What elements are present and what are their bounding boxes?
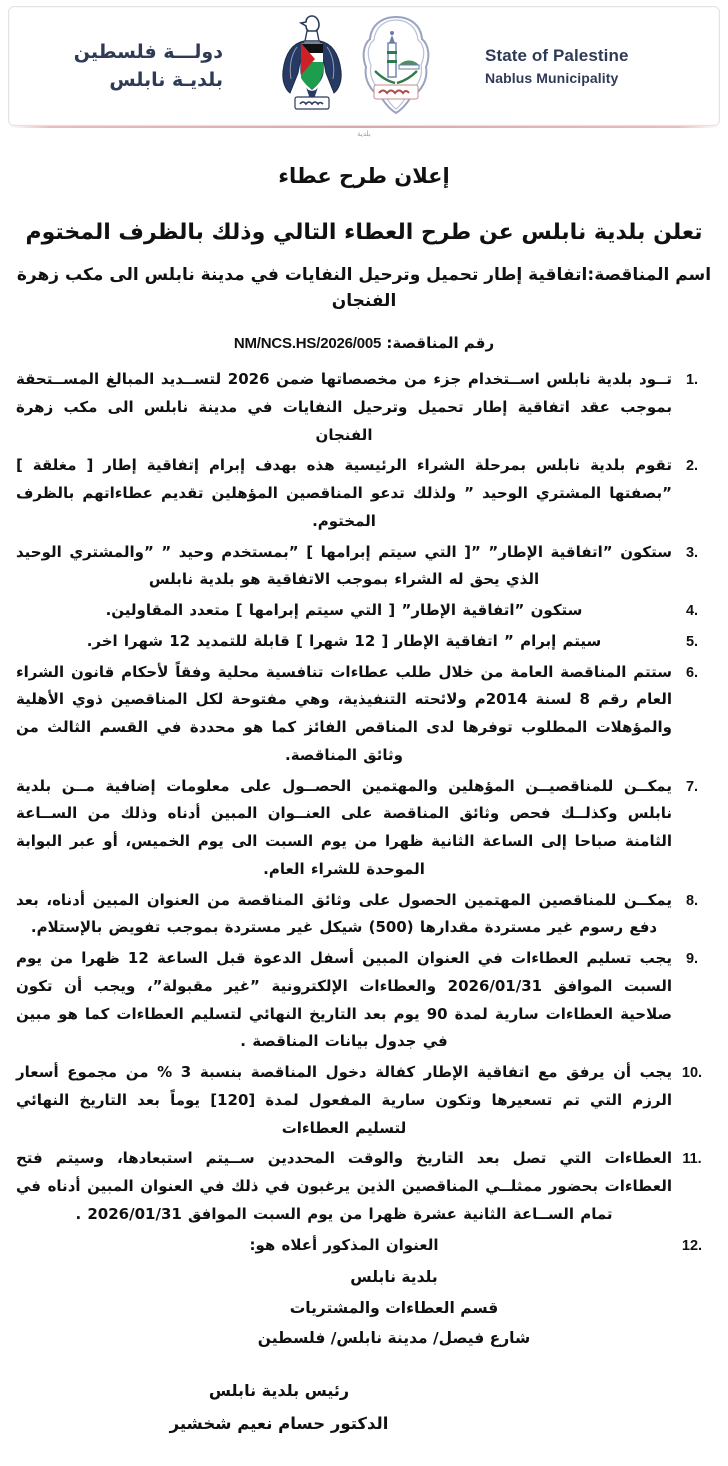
clause-item (16, 452, 712, 535)
clause-text: تقوم بلدية نابلس بمرحلة الشراء الرئيسية هذه بهدف إبرام إتفاقية إطار [ مغلقة ] ”بصفتها المشتري الوحيد ” ولذلك تدعو المناقصين المؤهلين تقديم عطاءاتهم بالظرف المختوم. (16, 456, 672, 530)
letterhead-english-text (485, 44, 705, 89)
clause-number: 7. (685, 778, 699, 795)
letterhead-en-line2: Nablus Municipality (485, 70, 619, 87)
clause-text: ستتم المناقصة العامة من خلال طلب عطاءات تنافسية محلية وفقاً لأحكام قانون الشراء العام رقم 8 لسنة 2014م ولائحته التنفيذية، وهي مفتوحة لكل المناقصين ذوي الأهلية والمؤهلات المطلوب توفرها لدى المناقص الفائز كما هو محددة في القسم الثالث من وثائق المناقصة. (16, 662, 673, 764)
clause-text: العنوان المذكور أعلاه هو: (249, 1235, 439, 1254)
letterhead-en-line1: State of Palestine (485, 45, 629, 65)
letterhead-caption: بلدية (357, 130, 371, 138)
clause-text: يمكــن للمناقصيــن المؤهلين والمهتمين الحصــول على معلومات إضافية مــن بلدية نابلس وكذلــك فحص وثائق المناقصة على العنــوان المبين أدناه وذلك من الســاعة الثامنة صباحا إلى الساعة الثانية ظهرا من يوم السبت الى يوم الخميس، أو عبر البوابة الموحدة للشراء العام. (16, 776, 672, 878)
clause-number: 4. (685, 603, 699, 619)
clause-number: 6. (685, 664, 699, 681)
clause-text: سيتم إبرام ” اتفاقية الإطار [ 12 شهرا ] قابلة للتمديد 12 شهرا اخر. (86, 631, 602, 650)
clause-list (16, 366, 712, 1259)
clause-text: يجب أن يرفق مع اتفاقية الإطار كفالة دخول المناقصة بنسبة 3 % من مجموع أسعار الرزم التي تم تسعيرها وتكون سارية المفعول لمدة [120] يوماً بعد التاريخ النهائي لتسليم العطاءات (16, 1063, 672, 1137)
address-line-organization: بلدية نابلس (350, 1268, 438, 1287)
tender-number-label: رقم المناقصة: (386, 334, 495, 352)
clause-number: 10. (681, 1065, 703, 1082)
clause-number: 3. (685, 544, 699, 561)
clause-item (16, 366, 712, 449)
clause-number: 12. (681, 1237, 703, 1254)
clause-number: 1. (685, 372, 699, 388)
tender-name-label: اسم المناقصة: (587, 265, 712, 285)
clause-text: ستكون ”اتفاقية الإطار” ”[ التي سيتم إبرامها ] ”بمستخدم وحيد ” ”والمشتري الوحيد الذي يحق له الشراء بموجب الاتفاقية هو بلدية نابلس (16, 542, 672, 589)
clause-number: 8. (685, 892, 699, 909)
letterhead-arabic-text (23, 38, 223, 95)
signature-title: رئيس بلدية نابلس (208, 1381, 350, 1401)
clause-number: 9. (685, 951, 699, 968)
announcement-intro: تعلن بلدية نابلس عن طرح العطاء التالي وذلك بالظرف المختوم (25, 220, 703, 245)
clause-item (16, 945, 712, 1056)
clause-text: العطاءات التي تصل بعد التاريخ والوقت المحددين ســيتم استبعادها، وسيتم فتح العطاءات بحضور ممثلــي المناقصين الذين يرغبون في ذلك في العنوان المبين أدناه في تمام الســاعة الثانية عشرة ظهرا من يوم السبت الموافق 2026/01/31 . (16, 1149, 672, 1223)
tender-name-line (16, 263, 712, 314)
clause-item (16, 773, 712, 884)
clause-text: يمكــن للمناقصين المهتمين الحصول على وثائق المناقصة من العنوان المبين أدناه، بعد دفع رسوم غير مستردة مقدارها (500) شيكل غير مستردة بموجب تفويض بالإستلام. (16, 890, 672, 937)
page-title: إعلان طرح عطاء (278, 164, 450, 188)
clause-item (16, 1145, 712, 1228)
tender-number-line (16, 334, 712, 352)
letterhead-ar-line1: دولـــة فلسطين (73, 40, 223, 63)
clause-number: 5. (685, 633, 699, 650)
clause-item (16, 887, 712, 943)
letterhead-divider (8, 126, 720, 128)
emblems-group (223, 9, 485, 123)
signature-block (16, 1375, 712, 1440)
clause-text: يجب تسليم العطاءات في العنوان المبين أسفل الدعوة قبل الساعة 12 ظهرا من يوم السبت الموافق 2026/01/31 والعطاءات الإلكترونية ”غير مقبولة”، ويجب أن تكون صلاحية العطاءات سارية لمدة 90 يوم بعد التاريخ النهائي لتسليم العطاءات كما هو مبين في جدول بيانات المناقصة . (16, 949, 673, 1051)
document-body (0, 164, 728, 1466)
palestine-coat-of-arms-eagle-icon (273, 13, 351, 121)
clause-text: تــود بلدية نابلس اســتخدام جزء من مخصصاتها ضمن 2026 لتســديد المبالغ المســتحقة بموجب عقد اتفاقية إطار تحميل وترحيل النفايات في مدينة نابلس الى مكب زهرة الفنجان (16, 370, 672, 444)
clause-item (16, 659, 712, 770)
clause-item (16, 597, 712, 625)
address-block (16, 1262, 712, 1353)
address-line-department: قسم العطاءات والمشتريات (289, 1298, 499, 1317)
clause-item (16, 539, 712, 595)
clause-item (16, 628, 712, 656)
clause-text: ستكون ”اتفاقية الإطار” [ التي سيتم إبرامها ] متعدد المقاولين. (105, 601, 583, 619)
letterhead-ar-line2: بلديـة نابلس (109, 69, 223, 91)
clause-item (16, 1059, 712, 1142)
tender-number-value: NM/NCS.HS/2026/005 (233, 335, 382, 352)
clause-number: 2. (685, 458, 699, 475)
clause-number: 11. (682, 1151, 702, 1168)
tender-name-value: اتفاقية إطار تحميل وترحيل النفايات في مدينة نابلس الى مكب زهرة الفنجان (16, 265, 588, 311)
address-line-street: شارع فيصل/ مدينة نابلس/ فلسطين (257, 1328, 531, 1347)
clause-item (16, 1232, 712, 1260)
signature-name: الدكتور حسام نعيم شخشير (169, 1414, 389, 1434)
bottom-spacer (16, 1440, 712, 1466)
nablus-municipality-crest-icon (357, 13, 435, 121)
letterhead (8, 6, 720, 126)
